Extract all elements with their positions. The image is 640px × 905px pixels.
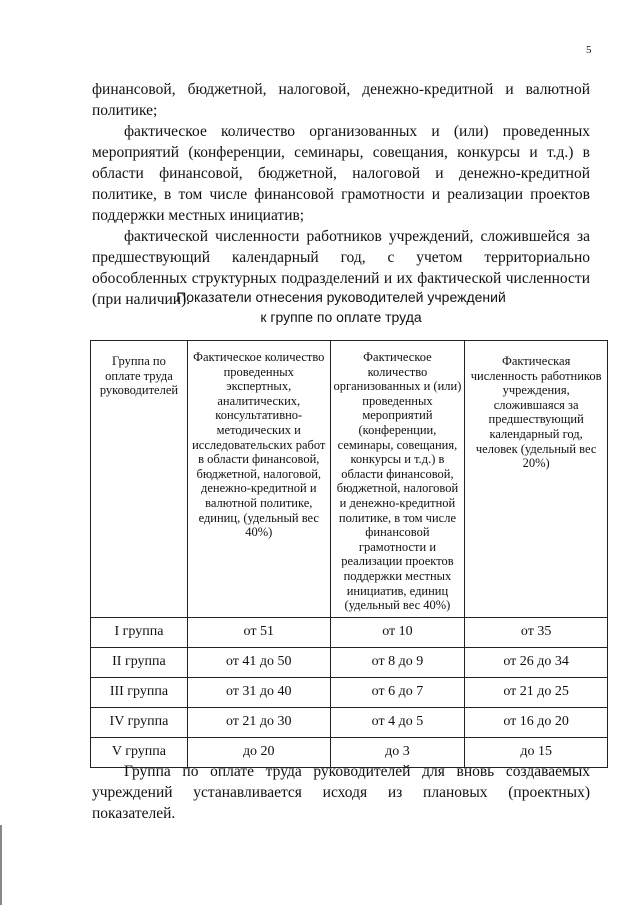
table-row <box>91 647 608 677</box>
header-expert-works: Фактическое количество проведенных экспертных, аналитических, консультативно-методических и исследовательских работ в области финансовой, бюджетной, налоговой, денежно-кредитной и валютной политике, единиц, (удельный вес 40%) <box>187 341 330 618</box>
body-text <box>92 79 590 310</box>
cell-value: от 35 <box>465 617 608 647</box>
cell-value: до 15 <box>465 737 608 767</box>
table-title-line-1: Показатели отнесения руководителей учреждений <box>176 289 506 305</box>
cell-value: до 20 <box>187 737 330 767</box>
cell-value: от 21 до 30 <box>187 707 330 737</box>
cell-value: от 16 до 20 <box>465 707 608 737</box>
cell-group: I группа <box>91 617 188 647</box>
cell-value: от 4 до 5 <box>330 707 465 737</box>
cell-value: от 26 до 34 <box>465 647 608 677</box>
paragraph-continuation: финансовой, бюджетной, налоговой, денежно-кредитной и валютной политике; <box>92 81 590 119</box>
cell-value: от 6 до 7 <box>330 677 465 707</box>
cell-value: от 31 до 40 <box>187 677 330 707</box>
cell-value: от 8 до 9 <box>330 647 465 677</box>
cell-value: от 51 <box>187 617 330 647</box>
header-staff: Фактическая численность работников учреждения, сложившаяся за предшествующий календарный год, человек (удельный вес 20%) <box>465 341 608 618</box>
cell-value: от 21 до 25 <box>465 677 608 707</box>
table-row <box>91 707 608 737</box>
table-row <box>91 677 608 707</box>
closing-text <box>92 761 590 824</box>
paragraph-events: фактическое количество организованных и (или) проведенных мероприятий (конференции, семинары, совещания, конкурсы и т.д.) в области финансовой, бюджетной, налоговой и денежно-кредитной политике, в том числе финансовой грамотности и реализации проектов поддержки местных инициатив; <box>92 123 590 224</box>
table-title-line-2: к группе по оплате труда <box>260 309 422 325</box>
header-events: Фактическое количество организованных и (или) проведенных мероприятий (конференции, семинары, совещания, конкурсы и т.д.) в области финансовой, бюджетной, налоговой и денежно-кредитной политике, в том числе финансовой грамотности и реализации проектов поддержки местных инициатив, единиц (удельный вес 40%) <box>330 341 465 618</box>
cell-value: от 41 до 50 <box>187 647 330 677</box>
table-header-row <box>91 341 608 618</box>
cell-group: III группа <box>91 677 188 707</box>
closing-paragraph: Группа по оплате труда руководителей для вновь создаваемых учреждений устанавливается исходя из плановых (проектных) показателей. <box>92 763 590 822</box>
page-number: 5 <box>586 44 592 56</box>
table-row <box>91 617 608 647</box>
cell-group: IV группа <box>91 707 188 737</box>
cell-value: до 3 <box>330 737 465 767</box>
indicators-table <box>90 340 608 768</box>
scan-margin-line <box>0 825 2 905</box>
cell-group: V группа <box>91 737 188 767</box>
paragraph-staff: фактической численности работников учреждений, сложившейся за предшествующий календарный год, с учетом территориально обособленных структурных подразделений и их фактической численности (при наличии). <box>92 228 590 308</box>
cell-value: от 10 <box>330 617 465 647</box>
table-title <box>92 287 590 327</box>
header-group: Группа по оплате труда руководителей <box>91 341 188 618</box>
cell-group: II группа <box>91 647 188 677</box>
